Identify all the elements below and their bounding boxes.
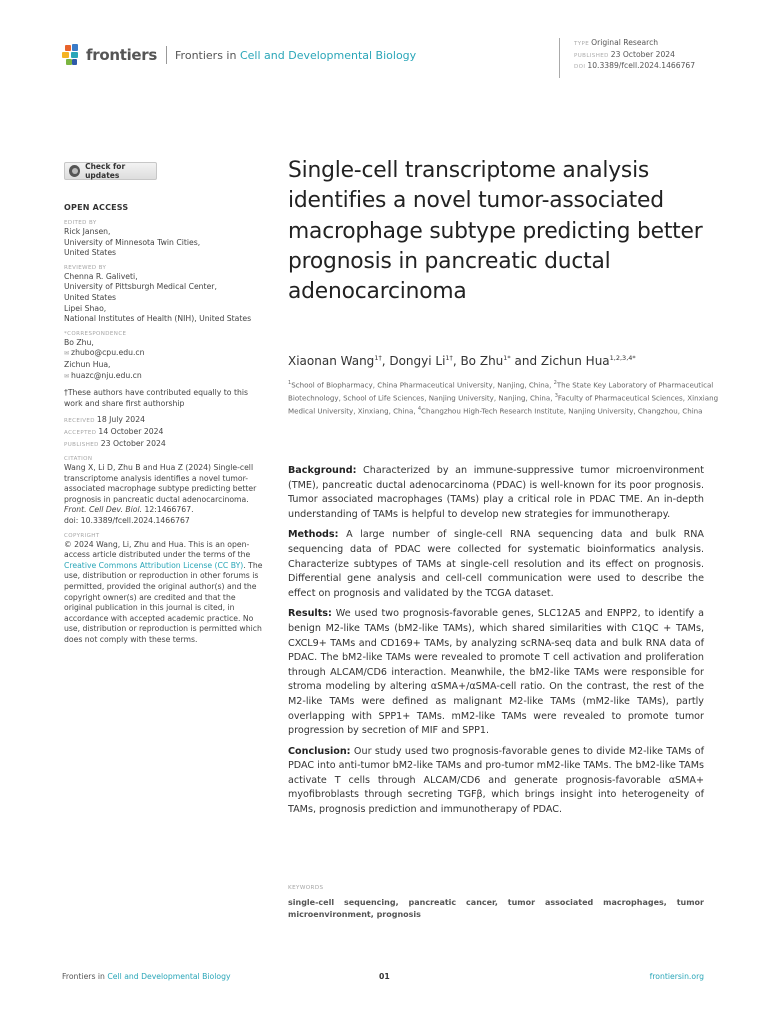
email-link[interactable]: zhubo@cpu.edu.cn: [71, 348, 145, 358]
cc-by-license-link[interactable]: Creative Commons Attribution License (CC BY): [64, 560, 244, 570]
citation-block: CITATION Wang X, Li D, Zhu B and Hua Z (2024) Single-cell transcriptome analysis identifies a novel tumor-associated macrophage subtype predicting better prognosis in pancreatic ductal adenocarcinoma. Front. Cell Dev. Biol. 12:1466767. doi: 10.3389/fcell.2024.1466767: [64, 456, 257, 526]
email-link[interactable]: huazc@nju.edu.cn: [71, 370, 142, 380]
journal-header: [62, 44, 416, 66]
author-name[interactable]: Dongyi Li: [389, 354, 446, 368]
frontiers-logo-text[interactable]: frontiers: [86, 46, 158, 64]
envelope-icon: ✉: [64, 372, 70, 380]
article-title: Single-cell transcriptome analysis identifies a novel tumor-associated macrophage subtype predicting better prognosis in pancreatic ductal adenocarcinoma: [288, 158, 703, 305]
author-name[interactable]: Xiaonan Wang: [288, 354, 375, 368]
abstract-conclusion: Conclusion: Our study used two prognosis-favorable genes to divide M2-like TAMs of PDAC into anti-tumor bM2-like TAMs and pro-tumor mM2-like TAMs. The bM2-like TAMs activate T cells through ALCAM/CD6 and generate prognosis-favorable αSMA+ myofibroblasts through secreting TGFβ, which brings insight into heterogeneity of TAMs, prognosis prediction and immunotherapy of PDAC.: [288, 745, 704, 816]
dates-block: RECEIVED 18 July 2024 ACCEPTED 14 October 2024 PUBLISHED 23 October 2024: [64, 415, 166, 448]
abstract-methods: Methods: A large number of single-cell RNA sequencing data and bulk RNA sequencing data of PDAC were collected for systematic bioinformatics analysis. Characterize subtypes of TAMs at single-cell resolution and its effect on prognosis. Differential gene analysis and cell-cell communication were used to describe the effect on prognosis and validated by the TCGA dataset.: [288, 529, 704, 599]
footer-journal[interactable]: Frontiers in Cell and Developmental Biology: [62, 972, 231, 981]
abstract: [288, 464, 704, 824]
article-meta: [559, 38, 695, 78]
author-name[interactable]: Zichun Hua: [540, 354, 610, 368]
check-for-updates-button[interactable]: [64, 162, 157, 180]
correspondence-block: *CORRESPONDENCE Bo Zhu, ✉ zhubo@cpu.edu.cn Zichun Hua, ✉ huazc@nju.edu.cn: [64, 330, 145, 380]
frontiers-logo-icon: [62, 44, 82, 66]
open-access-label: OPEN ACCESS: [64, 203, 129, 212]
abstract-results: Results: We used two prognosis-favorable genes, SLC12A5 and ENPP2, to identify a benign M2-like TAMs (bM2-like TAMs), which shared similarities with C1QC + TAMs, CXCL9+ TAMs and CD169+ TAMs, by analyzing scRNA-seq data and bulk RNA data of PDAC. The bM2-like TAMs were revealed to promote T cell activation and proliferation through ALCAM/CD6 interaction. Meanwhile, the bM2-like TAMs were responsible for stroma modeling by altering αSMA+/αSMA-cell ratio. On the contrast, the rest of the M2-like TAMs were defined as malignant M2-like TAMs (mM2-like TAMs), partly overlapping with SPP1+ TAMs. mM2-like TAMs were revealed to promote tumor progression by secretion of MIF and SPP1.: [288, 608, 704, 737]
meta-type: TYPE Original Research: [574, 38, 659, 47]
keywords-block: KEYWORDS single-cell sequencing, pancreatic cancer, tumor associated macrophages, tumor microenvironment, prognosis: [288, 885, 704, 919]
journal-prefix: Frontiers in: [175, 48, 237, 62]
journal-title[interactable]: [175, 49, 416, 62]
affiliations: $^1$School of Biopharmacy, China Pharmaceutical University, Nanjing, China, $^2$The State Key Laboratory of Pharmaceutical Biotechnology, School of Life Sciences, Nanjing University, Nanjing, China, $^3$Faculty of Pharmaceutical Sciences, Xinxiang Medical University, Xinxiang, China, $^4$Changzhou High-Tech Research Institute, Nanjing University, Changzhou, China: [288, 380, 719, 416]
edited-by-block: EDITED BY Rick Jansen, University of Minnesota Twin Cities, United States: [64, 220, 201, 258]
envelope-icon: ✉: [64, 350, 70, 358]
citation-doi[interactable]: doi: 10.3389/fcell.2024.1466767: [64, 516, 190, 526]
author-list: Xiaonan Wang$^{1\dagger}$, Dongyi $Li^{1\dagger}$, Bo Zhu$^{1*}$ and Zichun Hua$^{1,2,3,4*}$: [288, 354, 636, 368]
sidebar: [64, 203, 264, 652]
meta-published: PUBLISHED 23 October 2024: [574, 49, 675, 59]
reviewed-by-block: REVIEWED BY Chenna R. Galiveti, University of Pittsburgh Medical Center, United States Lipei Shao, National Institutes of Health (NIH), United States: [64, 264, 252, 324]
journal-name: Cell and Developmental Biology: [239, 48, 417, 62]
keywords-text: single-cell sequencing, pancreatic cancer, tumor associated macrophages, tumor microenvironment, prognosis: [288, 898, 704, 919]
author-name[interactable]: Bo Zhu: [460, 354, 504, 368]
abstract-background: Background: Characterized by an immune-suppressive tumor microenvironment (TME), pancreatic ductal adenocarcinoma (PDAC) is well-known for its poor prognosis. Tumor associated macrophages (TAMs) play a critical role in PDAC TME. An in-depth understanding of TAMs is helpful to develop new strategies for immunotherapy.: [288, 465, 704, 520]
page-number: 01: [379, 972, 390, 981]
frontiersin-link[interactable]: frontiersin.org: [649, 972, 704, 981]
copyright-block: COPYRIGHT © 2024 Wang, Li, Zhu and Hua. This is an open-access article distributed under the terms of the Creative Commons Attribution License (CC BY). The use, distribution or reproduction in other forums is permitted, provided the original author(s) and the copyright owner(s) are credited and that the original publication in this journal is cited, in accordance with accepted academic practice. No use, distribution or reproduction is permitted which does not comply with these terms.: [64, 532, 263, 644]
equal-contribution-note: †These authors have contributed equally to this work and share first authorship: [64, 388, 248, 408]
crossmark-icon: [69, 165, 80, 177]
meta-doi[interactable]: DOI 10.3389/fcell.2024.1466767: [574, 61, 696, 70]
header-divider: [166, 46, 167, 64]
check-for-updates-label: Check for updates: [85, 162, 126, 180]
